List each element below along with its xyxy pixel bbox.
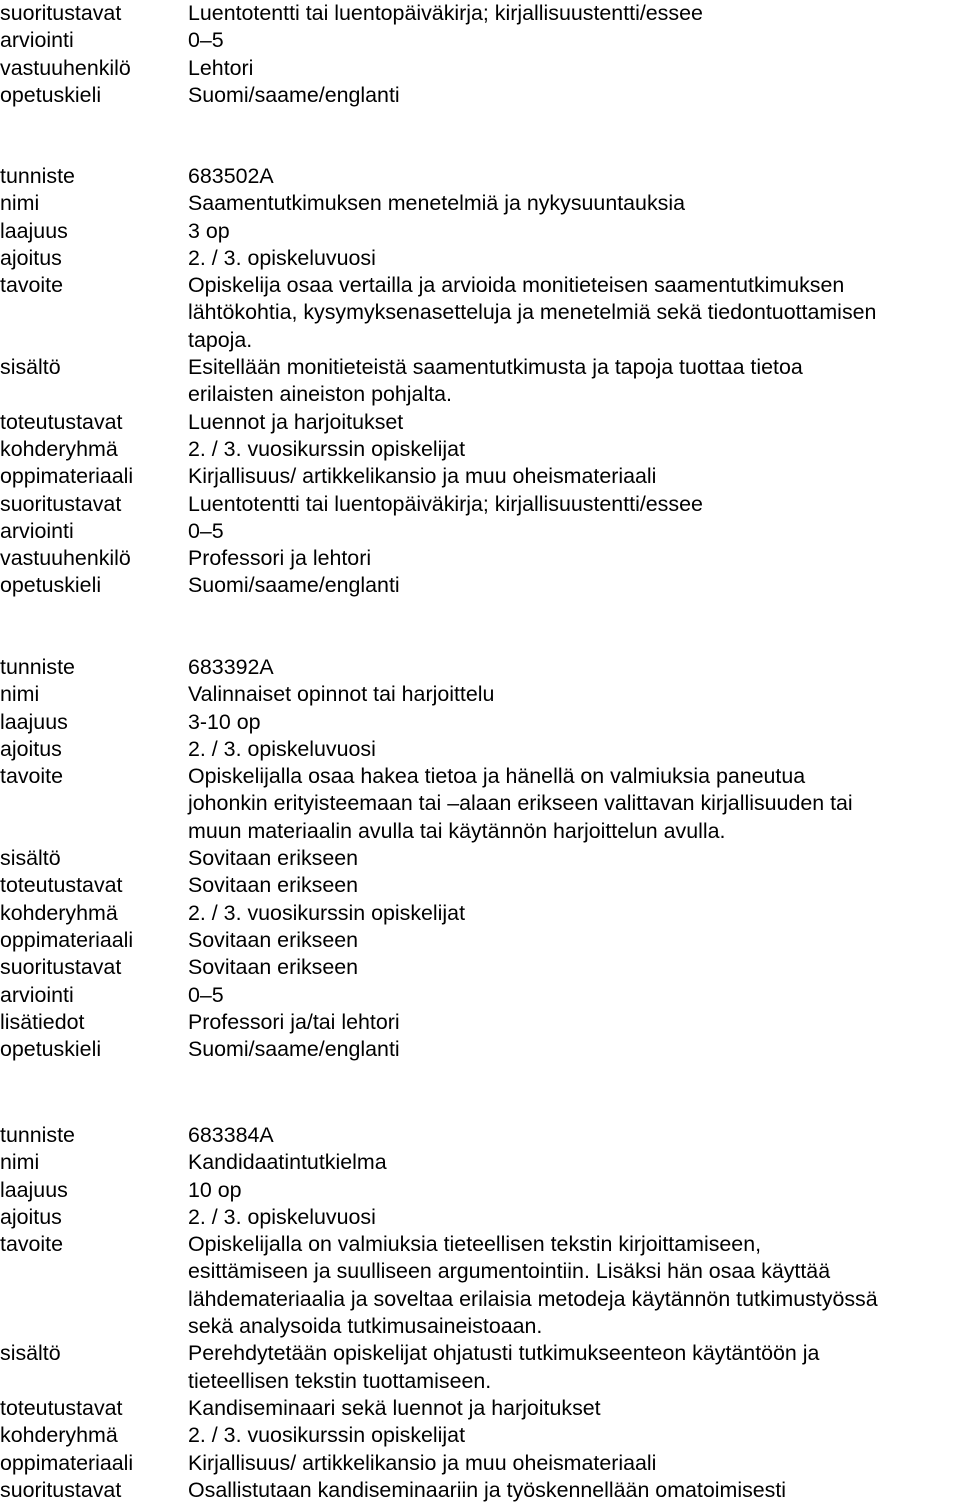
field-row bbox=[0, 1149, 960, 1176]
field-label: oppimateriaali bbox=[0, 927, 134, 952]
field-row bbox=[0, 27, 960, 54]
field-label: nimi bbox=[0, 191, 40, 216]
field-label: laajuus bbox=[0, 1177, 68, 1202]
field-value-line: Sovitaan erikseen bbox=[188, 873, 359, 898]
field-value-line: lähtökohtia, kysymyksenasetteluja ja menetelmiä sekä tiedontuottamisen bbox=[188, 300, 877, 325]
field-label: suoritustavat bbox=[0, 1477, 122, 1502]
field-value bbox=[188, 545, 960, 572]
field-value-line: Luennot ja harjoitukset bbox=[188, 409, 404, 434]
field-label: opetuskieli bbox=[0, 1037, 102, 1062]
field-label: laajuus bbox=[0, 218, 68, 243]
field-label: kohderyhmä bbox=[0, 900, 118, 925]
field-label: vastuuhenkilö bbox=[0, 55, 131, 80]
field-value-line: Luentotentti tai luentopäiväkirja; kirjallisuustentti/essee bbox=[188, 1, 703, 25]
field-row bbox=[0, 709, 960, 736]
field-row bbox=[0, 1477, 960, 1504]
course-block-683502A bbox=[0, 163, 960, 600]
field-row bbox=[0, 245, 960, 272]
field-value-line: Suomi/saame/englanti bbox=[188, 82, 400, 107]
field-value-line: sekä analysoida tutkimusaineistoaan. bbox=[188, 1314, 543, 1339]
field-value-line: Valinnaiset opinnot tai harjoittelu bbox=[188, 682, 495, 707]
field-value-line: Opiskelijalla on valmiuksia tieteellisen tekstin kirjoittamiseen, bbox=[188, 1232, 762, 1257]
field-row bbox=[0, 1122, 960, 1149]
field-value bbox=[188, 409, 960, 436]
field-label: suoritustavat bbox=[0, 491, 122, 516]
field-value-line: 683384A bbox=[188, 1123, 274, 1147]
field-row bbox=[0, 163, 960, 190]
field-value-line: Professori ja lehtori bbox=[188, 546, 372, 571]
field-row bbox=[0, 545, 960, 572]
field-value bbox=[188, 218, 960, 245]
field-value bbox=[188, 654, 960, 681]
field-value bbox=[188, 681, 960, 708]
field-value-line: 2. / 3. opiskeluvuosi bbox=[188, 1204, 376, 1229]
field-value-line: 2. / 3. vuosikurssin opiskelijat bbox=[188, 436, 466, 461]
field-value bbox=[188, 845, 960, 872]
field-value-line: tieteellisen tekstin tuottamiseen. bbox=[188, 1368, 492, 1393]
field-label: tavoite bbox=[0, 1232, 64, 1257]
field-value bbox=[188, 436, 960, 463]
field-label: tavoite bbox=[0, 764, 64, 789]
field-row bbox=[0, 491, 960, 518]
field-label: kohderyhmä bbox=[0, 436, 118, 461]
field-label: tavoite bbox=[0, 273, 64, 298]
field-value-line: Kandiseminaari sekä luennot ja harjoitukset bbox=[188, 1395, 601, 1420]
field-value bbox=[188, 927, 960, 954]
field-value-line: Suomi/saame/englanti bbox=[188, 573, 400, 598]
field-value-line: Osallistutaan kandiseminaariin ja työskennellään omatoimisesti bbox=[188, 1477, 787, 1502]
field-label: ajoitus bbox=[0, 1204, 62, 1229]
field-value bbox=[188, 1009, 960, 1036]
field-value-line: Esitellään monitieteistä saamentutkimusta ja tapoja tuottaa tietoa bbox=[188, 355, 803, 380]
field-label: tunniste bbox=[0, 655, 75, 679]
field-value-line: Kirjallisuus/ artikkelikansio ja muu oheismateriaali bbox=[188, 1450, 657, 1475]
field-value bbox=[188, 190, 960, 217]
field-row bbox=[0, 436, 960, 463]
course-block-continued bbox=[0, 0, 960, 109]
field-row bbox=[0, 218, 960, 245]
field-value-line: 2. / 3. vuosikurssin opiskelijat bbox=[188, 1423, 466, 1448]
field-row bbox=[0, 1422, 960, 1449]
field-label: opetuskieli bbox=[0, 573, 102, 598]
field-value-line: Sovitaan erikseen bbox=[188, 927, 359, 952]
field-value-line: 683502A bbox=[188, 164, 274, 188]
field-row bbox=[0, 518, 960, 545]
field-row bbox=[0, 190, 960, 217]
field-row bbox=[0, 1036, 960, 1063]
field-row bbox=[0, 845, 960, 872]
field-label: toteutustavat bbox=[0, 409, 123, 434]
field-value-line: Opiskelijalla osaa hakea tietoa ja hänellä on valmiuksia paneutua bbox=[188, 764, 806, 789]
field-row bbox=[0, 409, 960, 436]
field-row bbox=[0, 1450, 960, 1477]
field-label: nimi bbox=[0, 682, 40, 707]
field-value bbox=[188, 1122, 960, 1149]
field-value bbox=[188, 0, 960, 27]
field-label: sisältö bbox=[0, 355, 61, 380]
field-row bbox=[0, 1395, 960, 1422]
field-label: opetuskieli bbox=[0, 82, 102, 107]
field-value bbox=[188, 1204, 960, 1231]
field-value-line: Perehdytetään opiskelijat ohjatusti tutkimukseenteon käytäntöön ja bbox=[188, 1341, 820, 1366]
field-value-line: 0–5 bbox=[188, 982, 224, 1007]
field-label: suoritustavat bbox=[0, 955, 122, 980]
field-value bbox=[188, 1036, 960, 1063]
field-row bbox=[0, 55, 960, 82]
field-value-line: erilaisten aineiston pohjalta. bbox=[188, 382, 452, 407]
field-value-line: Kandidaatintutkielma bbox=[188, 1150, 387, 1175]
field-row bbox=[0, 681, 960, 708]
field-value-line: 3-10 op bbox=[188, 709, 261, 734]
field-value bbox=[188, 1231, 960, 1340]
field-value-line: 3 op bbox=[188, 218, 230, 243]
field-value-line: 2. / 3. opiskeluvuosi bbox=[188, 245, 376, 270]
field-value-line: Suomi/saame/englanti bbox=[188, 1037, 400, 1062]
field-value bbox=[188, 463, 960, 490]
field-label: arviointi bbox=[0, 982, 74, 1007]
field-value bbox=[188, 272, 960, 354]
field-value bbox=[188, 1395, 960, 1422]
field-value-line: Opiskelija osaa vertailla ja arvioida monitieteisen saamentutkimuksen bbox=[188, 273, 845, 298]
field-value bbox=[188, 709, 960, 736]
field-value-line: tapoja. bbox=[188, 327, 253, 352]
field-value bbox=[188, 163, 960, 190]
field-value bbox=[188, 900, 960, 927]
field-row bbox=[0, 82, 960, 109]
field-label: kohderyhmä bbox=[0, 1423, 118, 1448]
field-value bbox=[188, 572, 960, 599]
field-label: arviointi bbox=[0, 518, 74, 543]
field-value bbox=[188, 872, 960, 899]
field-value-line: Lehtori bbox=[188, 55, 254, 80]
field-value bbox=[188, 354, 960, 409]
field-row bbox=[0, 1177, 960, 1204]
field-value bbox=[188, 1177, 960, 1204]
field-label: oppimateriaali bbox=[0, 464, 134, 489]
field-value bbox=[188, 1340, 960, 1395]
field-value-line: Sovitaan erikseen bbox=[188, 846, 359, 871]
field-value-line: Sovitaan erikseen bbox=[188, 955, 359, 980]
field-value bbox=[188, 1450, 960, 1477]
field-value-line: johonkin erityisteemaan tai –alaan erikseen valittavan kirjallisuuden tai bbox=[188, 791, 853, 816]
field-row bbox=[0, 654, 960, 681]
field-row bbox=[0, 572, 960, 599]
field-value-line: muun materiaalin avulla tai käytännön harjoittelun avulla. bbox=[188, 818, 726, 843]
field-label: tunniste bbox=[0, 1123, 75, 1147]
field-value-line: 2. / 3. opiskeluvuosi bbox=[188, 736, 376, 761]
field-value bbox=[188, 1477, 960, 1504]
field-row bbox=[0, 763, 960, 845]
field-row bbox=[0, 872, 960, 899]
field-row bbox=[0, 1231, 960, 1340]
field-row bbox=[0, 1204, 960, 1231]
course-block-683392A bbox=[0, 654, 960, 1063]
field-value bbox=[188, 982, 960, 1009]
field-row bbox=[0, 0, 960, 27]
field-row bbox=[0, 354, 960, 409]
field-value-line: esittämiseen ja suulliseen argumentointiin. Lisäksi hän osaa käyttää bbox=[188, 1259, 831, 1284]
field-row bbox=[0, 900, 960, 927]
field-label: toteutustavat bbox=[0, 873, 123, 898]
field-value bbox=[188, 491, 960, 518]
field-value-line: 10 op bbox=[188, 1177, 242, 1202]
field-value-line: Saamentutkimuksen menetelmiä ja nykysuuntauksia bbox=[188, 191, 685, 216]
field-value bbox=[188, 954, 960, 981]
field-row bbox=[0, 982, 960, 1009]
field-value-line: 683392A bbox=[188, 655, 274, 679]
field-label: sisältö bbox=[0, 846, 61, 871]
field-value-line: 0–5 bbox=[188, 518, 224, 543]
field-value-line: 0–5 bbox=[188, 28, 224, 53]
field-label: vastuuhenkilö bbox=[0, 546, 131, 571]
field-value-line: Professori ja/tai lehtori bbox=[188, 1009, 400, 1034]
field-row bbox=[0, 927, 960, 954]
field-label: ajoitus bbox=[0, 736, 62, 761]
field-label: laajuus bbox=[0, 709, 68, 734]
field-value bbox=[188, 736, 960, 763]
field-row bbox=[0, 1340, 960, 1395]
field-label: tunniste bbox=[0, 164, 75, 188]
field-label: toteutustavat bbox=[0, 1395, 123, 1420]
field-value bbox=[188, 245, 960, 272]
field-value bbox=[188, 1149, 960, 1176]
field-row bbox=[0, 954, 960, 981]
field-value bbox=[188, 27, 960, 54]
field-value bbox=[188, 518, 960, 545]
field-row bbox=[0, 463, 960, 490]
course-block-683384A bbox=[0, 1122, 960, 1504]
field-label: lisätiedot bbox=[0, 1009, 85, 1034]
field-value bbox=[188, 82, 960, 109]
field-value bbox=[188, 763, 960, 845]
field-value-line: Luentotentti tai luentopäiväkirja; kirjallisuustentti/essee bbox=[188, 491, 703, 516]
field-label: oppimateriaali bbox=[0, 1450, 134, 1475]
field-row bbox=[0, 736, 960, 763]
field-value bbox=[188, 55, 960, 82]
field-row bbox=[0, 1009, 960, 1036]
field-label: sisältö bbox=[0, 1341, 61, 1366]
field-label: suoritustavat bbox=[0, 1, 122, 25]
field-label: ajoitus bbox=[0, 245, 62, 270]
field-value-line: 2. / 3. vuosikurssin opiskelijat bbox=[188, 900, 466, 925]
field-value bbox=[188, 1422, 960, 1449]
field-value-line: Kirjallisuus/ artikkelikansio ja muu oheismateriaali bbox=[188, 464, 657, 489]
field-label: nimi bbox=[0, 1150, 40, 1175]
field-row bbox=[0, 272, 960, 354]
field-value-line: lähdemateriaalia ja soveltaa erilaisia metodeja käytännön tutkimustyössä bbox=[188, 1286, 878, 1311]
field-label: arviointi bbox=[0, 28, 74, 53]
